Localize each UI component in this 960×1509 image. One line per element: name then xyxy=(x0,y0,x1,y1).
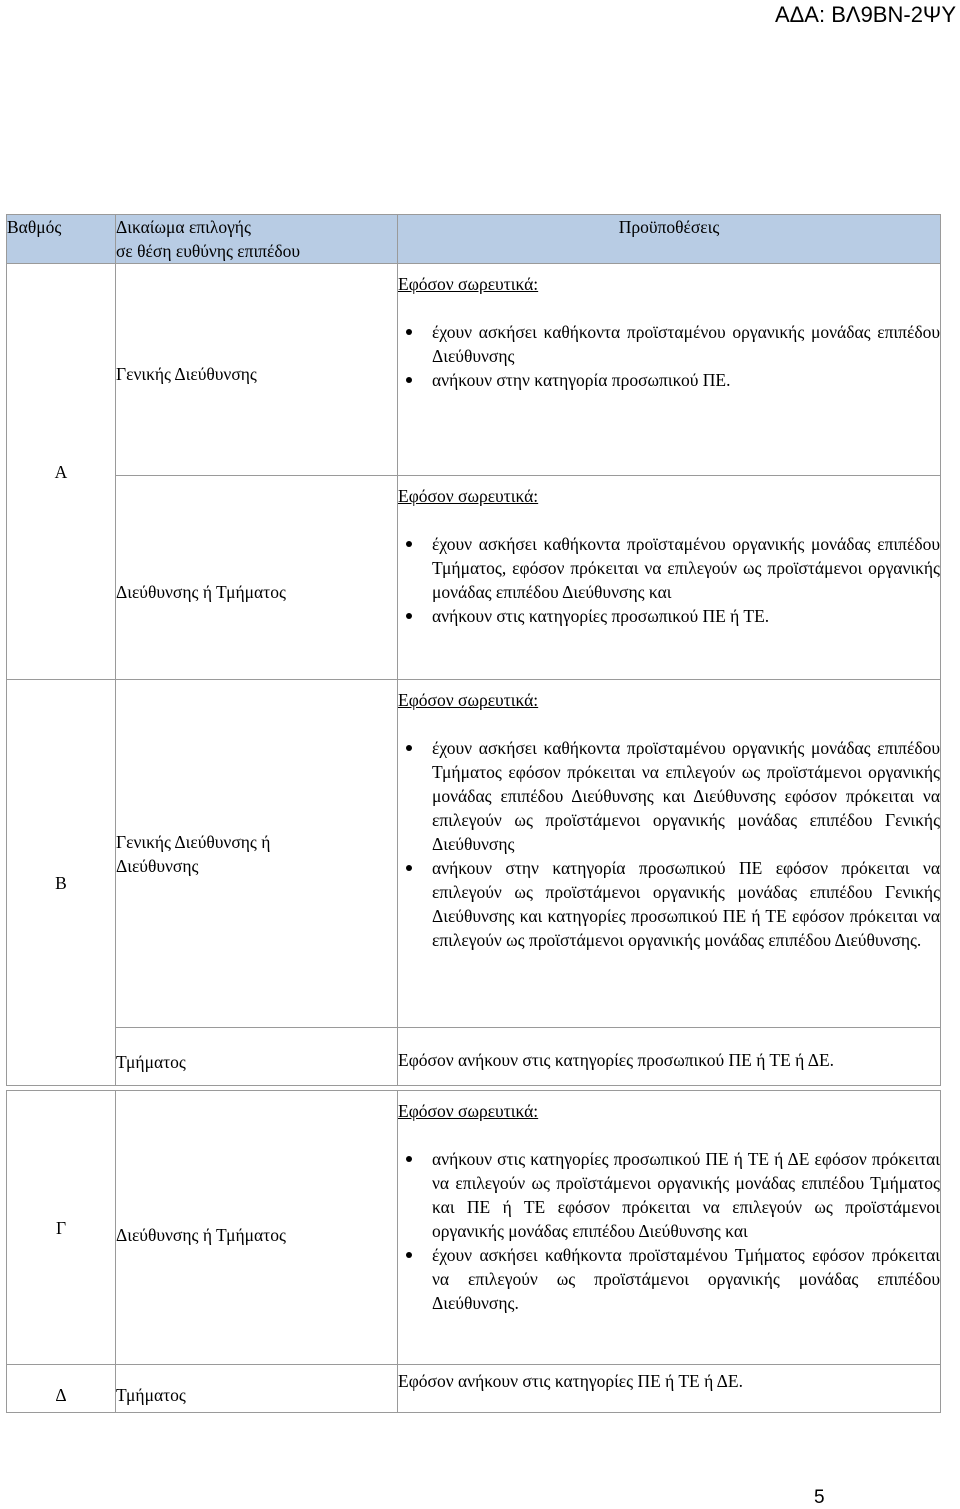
ada-code: ΑΔΑ: ΒΛ9ΒΝ-2ΨΥ xyxy=(774,2,956,27)
header-grade: Βαθμός xyxy=(7,215,116,264)
lead-a1 xyxy=(398,272,940,296)
condition-item: έχουν ασκήσει καθήκοντα προϊσταμένου οργανικής μονάδας επιπέδου Διεύθυνσης xyxy=(432,322,940,366)
row-b-section xyxy=(7,1028,941,1086)
condition-item: ανήκουν στην κατηγορία προσωπικού ΠΕ. xyxy=(432,368,940,392)
row-a-general-directorate xyxy=(7,264,941,476)
conditions-list-a1 xyxy=(398,320,940,392)
grade-b: Β xyxy=(7,680,116,1086)
header-right-line1: Δικαίωμα επιλογής xyxy=(116,217,251,237)
condition-item: έχουν ασκήσει καθήκοντα προϊσταμένου οργανικής μονάδας επιπέδου Τμήματος εφόσον πρόκειται να επιλεγούν ως προϊστάμενοι οργανικής μονάδας επιπέδου Διεύθυνσης και Διεύθυνσης εφόσον πρόκειται να επιλεγούν ως προϊστάμενοι οργανικής μονάδας επιπέδου Γενικής Διεύθυνσης xyxy=(432,738,940,854)
condition-item: έχουν ασκήσει καθήκοντα προϊσταμένου Τμήματος εφόσον πρόκειται να επιλεγούν ως προϊστάμενοι οργανικής μονάδας επιπέδου Διεύθυνσης. xyxy=(432,1245,940,1313)
position-b2: Τμήματος xyxy=(116,1028,398,1086)
grade-d: Δ xyxy=(7,1365,116,1413)
conditions-b2: Εφόσον ανήκουν στις κατηγορίες προσωπικού ΠΕ ή ΤΕ ή ΔΕ. xyxy=(398,1028,941,1086)
header-row xyxy=(7,215,941,264)
page-number: 5 xyxy=(814,1487,825,1508)
lead-c1 xyxy=(398,1099,940,1123)
position-a1: Γενικής Διεύθυνσης xyxy=(116,264,398,476)
conditions-c1 xyxy=(398,1091,941,1365)
condition-item: έχουν ασκήσει καθήκοντα προϊσταμένου οργανικής μονάδας επιπέδου Τμήματος, εφόσον πρόκειται να επιλεγούν ως προϊστάμενοι οργανικής μονάδας επιπέδου Διεύθυνσης και xyxy=(432,534,940,602)
lead-label: Εφόσον σωρευτικά: xyxy=(398,274,539,294)
lead-a2 xyxy=(398,484,940,508)
condition-item: ανήκουν στην κατηγορία προσωπικού ΠΕ εφόσον πρόκειται να επιλεγούν ως προϊστάμενοι οργανικής μονάδας επιπέδου Γενικής Διεύθυνσης και κατηγορίες προσωπικού ΠΕ ή ΤΕ εφόσον πρόκειται να επιλεγούν ως προϊστάμενοι οργανικής μονάδας επιπέδου Διεύθυνσης. xyxy=(432,858,940,950)
row-a-directorate xyxy=(7,476,941,680)
row-c xyxy=(7,1091,941,1365)
lead-label: Εφόσον σωρευτικά: xyxy=(398,486,539,506)
condition-item: ανήκουν στις κατηγορίες προσωπικού ΠΕ ή ΤΕ ή ΔΕ εφόσον πρόκειται να επιλεγούν ως προϊστάμενοι οργανικής μονάδας επιπέδου Τμήματος και ΠΕ ή ΤΕ εφόσον πρόκειται να επιλεγούν ως προϊστάμενοι οργανικής μονάδας επιπέδου Διεύθυνσης και xyxy=(432,1149,940,1241)
conditions-d1: Εφόσον ανήκουν στις κατηγορίες ΠΕ ή ΤΕ ή ΔΕ. xyxy=(398,1365,941,1413)
lead-b1 xyxy=(398,688,940,712)
header-right-line2: σε θέση ευθύνης επιπέδου xyxy=(116,241,301,261)
conditions-b1 xyxy=(398,680,941,1028)
grade-c: Γ xyxy=(7,1091,116,1365)
header-conditions: Προϋποθέσεις xyxy=(398,215,941,264)
grades-table-continued xyxy=(6,1090,941,1413)
row-b-general-directorate xyxy=(7,680,941,1028)
condition-item: ανήκουν στις κατηγορίες προσωπικού ΠΕ ή ΤΕ. xyxy=(432,604,940,628)
lead-label: Εφόσον σωρευτικά: xyxy=(398,690,539,710)
conditions-list-a2 xyxy=(398,532,940,628)
conditions-list-c1 xyxy=(398,1147,940,1315)
position-b1: Γενικής Διεύθυνσης ή Διεύθυνσης xyxy=(116,680,398,1028)
conditions-a1 xyxy=(398,264,941,476)
position-c1: Διεύθυνσης ή Τμήματος xyxy=(116,1091,398,1365)
lead-label: Εφόσον σωρευτικά: xyxy=(398,1101,539,1121)
conditions-list-b1 xyxy=(398,736,940,952)
grades-table xyxy=(6,214,941,1086)
position-d1: Τμήματος xyxy=(116,1365,398,1413)
row-d xyxy=(7,1365,941,1413)
grade-a: Α xyxy=(7,264,116,680)
header-right xyxy=(116,215,398,264)
position-a2: Διεύθυνσης ή Τμήματος xyxy=(116,476,398,680)
conditions-a2 xyxy=(398,476,941,680)
